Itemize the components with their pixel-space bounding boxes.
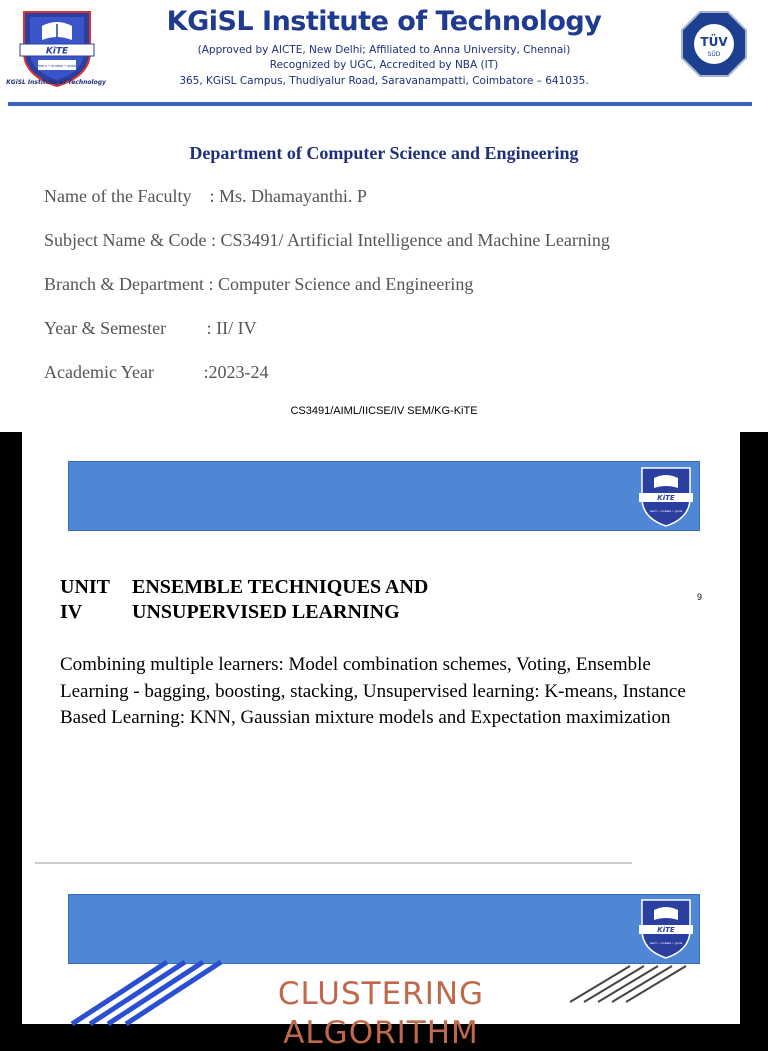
- info-branch: Branch & Department : Computer Science and Engineering: [44, 274, 474, 294]
- footer-code: CS3491/AIML/IICSE/IV SEM/KG-KiTE: [290, 405, 478, 417]
- unit-title-line2: UNSUPERVISED LEARNING: [132, 601, 400, 623]
- header-band: [68, 894, 700, 964]
- logo-motto-text: learn • enable • grow: [38, 64, 76, 68]
- info-faculty: Name of the Faculty : Ms. Dhamayanthi. P: [44, 186, 367, 206]
- cert-logo-top-text: TÜV: [700, 35, 728, 49]
- header-rule: [8, 102, 752, 106]
- info-subject: Subject Name & Code : CS3491/ Artificial Intelligence and Machine Learning: [44, 230, 610, 250]
- unit-label-line2: IV: [60, 601, 83, 623]
- unit-description: Combining multiple learners: Model combination schemes, Voting, Ensemble Learning - bagging, boosting, stacking, Unsupervised learning: K-means, Instance Based Learning: KNN, Gaussian mixture models and Expectation maximization: [60, 654, 686, 728]
- unit-label: [60, 575, 110, 625]
- institute-name: KGiSL Institute of Technology: [166, 6, 602, 37]
- header-band: [68, 461, 700, 531]
- recognition-line: Recognized by UGC, Accredited by NBA (IT): [269, 59, 499, 71]
- logo-motto-text: learn • enable • grow: [649, 941, 683, 945]
- address-line: 365, KGiSL Campus, Thudiyalur Road, Saravanampatti, Coimbatore – 641035.: [179, 75, 589, 87]
- next-slide-heading: CLUSTERING: [277, 976, 485, 1012]
- logo-caption: KGiSL Institute of Technology: [6, 79, 106, 86]
- approval-line: (Approved by AICTE, New Delhi; Affiliated to Anna University, Chennai): [197, 44, 571, 56]
- info-academic-year: Academic Year :2023-24: [44, 362, 269, 382]
- unit-title: [132, 575, 428, 625]
- unit-title-line1: ENSEMBLE TECHNIQUES AND: [132, 576, 429, 598]
- department-heading: Department of Computer Science and Engineering: [189, 143, 579, 163]
- kite-logo-icon: [636, 464, 696, 528]
- unit-slide: [22, 432, 740, 1051]
- logo-badge-text: KiTE: [657, 494, 675, 502]
- title-slide: [0, 0, 768, 432]
- kite-logo-icon: [636, 896, 696, 960]
- logo-badge-text: KiTE: [45, 46, 69, 57]
- logo-motto-text: learn • enable • grow: [649, 509, 683, 513]
- logo-badge-text: KiTE: [657, 926, 675, 934]
- cert-logo-bottom-text: SÜD: [707, 51, 721, 58]
- page-number: 9: [697, 592, 703, 602]
- unit-label-line1: UNIT: [60, 576, 111, 598]
- tuv-sud-logo-icon: [680, 10, 748, 78]
- slide-divider: [35, 862, 632, 864]
- info-year-semester: Year & Semester : II/ IV: [44, 318, 257, 338]
- next-slide-heading-2: ALGORITHM: [283, 1015, 479, 1051]
